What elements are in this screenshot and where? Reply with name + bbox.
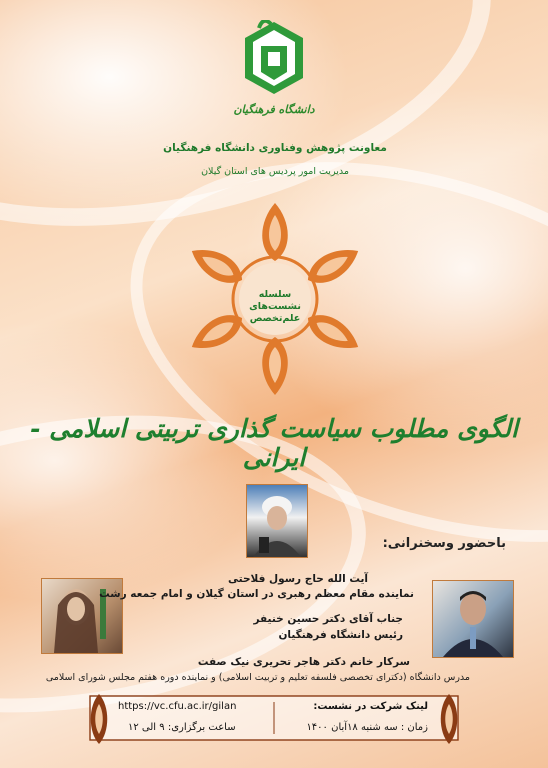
footer-frame xyxy=(82,692,466,744)
ornament-left-icon xyxy=(88,692,110,746)
link-label: لینک شرکت در نشست: xyxy=(313,701,428,712)
speaker-photo-1 xyxy=(246,484,308,558)
meeting-link[interactable]: https://vc.cfu.ac.ir/gilan xyxy=(118,701,237,712)
series-label-line: سلسله xyxy=(258,289,292,300)
series-label-line: علم‌تخصص xyxy=(249,313,301,324)
series-label-line: نشست‌های xyxy=(249,301,301,312)
event-time: ساعت برگزاری: ۹ الی ۱۲ xyxy=(128,722,236,733)
cleric-portrait-icon xyxy=(247,485,307,557)
ornament-right-icon xyxy=(438,692,460,746)
speakers-label: باحضور وسخنرانی: xyxy=(382,536,506,551)
university-name: دانشگاه فرهنگیان xyxy=(233,103,315,116)
speaker-2-role: رئیس دانشگاه فرهنگیان xyxy=(278,629,403,641)
speaker-photo-2 xyxy=(432,580,514,658)
header-line-1: معاونت پژوهش وفناوری دانشگاه فرهنگیان xyxy=(163,142,387,154)
speaker-1-name: آیت الله حاج رسول فلاحتی xyxy=(228,573,368,585)
event-title: الگوی مطلوب سیاست گذاری تربیتی اسلامی - ایرانی xyxy=(30,414,518,472)
event-date: زمان : سه شنبه ۱۸آبان ۱۴۰۰ xyxy=(306,722,428,733)
header-line-2: مدیریت امور پردیس های استان گیلان xyxy=(201,166,349,177)
series-label xyxy=(244,289,306,325)
speaker-3-name: سرکار خانم دکتر هاجر تحریری نیک صفت xyxy=(197,656,410,668)
speaker-2-name: جناب آقای دکتر حسین خنیفر xyxy=(253,613,403,625)
speaker-1-role: نماینده مقام معظم رهبری در استان گیلان و امام جمعه رشت xyxy=(99,588,414,600)
speaker-3-role: مدرس دانشگاه (دکترای تخصصی فلسفه تعلیم و تربیت اسلامی) و نماینده دوره هفتم مجلس شورای اسلامی xyxy=(45,672,470,683)
university-logo-icon xyxy=(241,20,307,96)
man-portrait-icon xyxy=(433,581,513,657)
